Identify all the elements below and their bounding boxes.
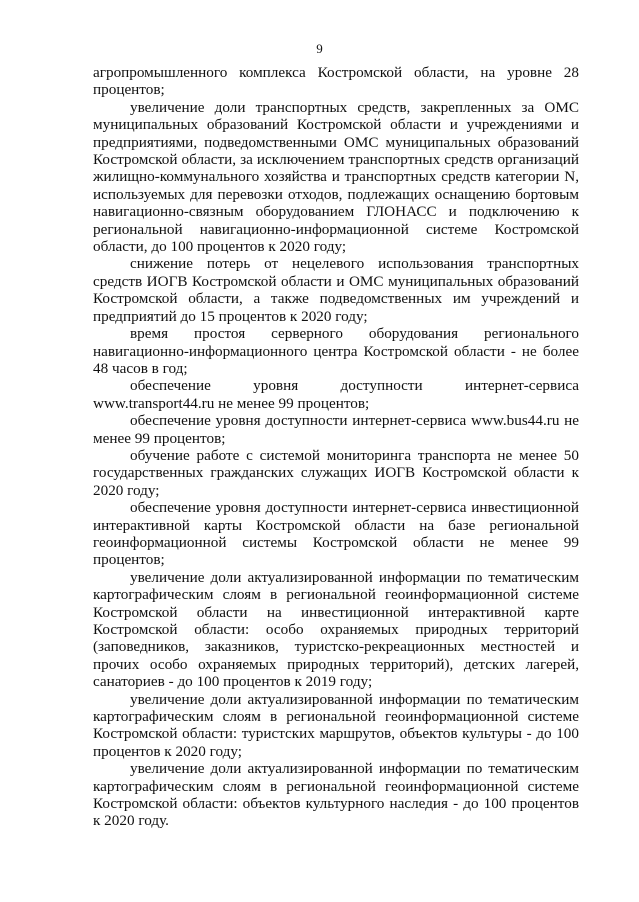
paragraph-continuation: агропромышленного комплекса Костромской области, на уровне 28 процентов; [93, 64, 579, 99]
paragraph-cultural-heritage: увеличение доли актуализированной информации по тематическим картографическим слоям в региональной геоинформационной системе Костромской области: объектов культурного наследия - до 100 процентов к 2020 году. [93, 760, 579, 830]
paragraph-bus44-availability: обеспечение уровня доступности интернет-сервиса www.bus44.ru не менее 99 процентов; [93, 412, 579, 447]
paragraph-protected-territories: увеличение доли актуализированной информации по тематическим картографическим слоям в региональной геоинформационной системе Костромской области на инвестиционной интерактивной карте Костромской области: особо охраняемых природных территорий (заповедников, заказников, туристско-рекреационных местностей и прочих особо охраняемых природных территорий), детских лагерей, санаториев - до 100 процентов к 2019 году; [93, 568, 579, 691]
paragraph-tourist-routes: увеличение доли актуализированной информации по тематическим картографическим слоям в региональной геоинформационной системе Костромской области: туристских маршрутов, объектов культуры - до 100 процентов к 2020 году; [93, 690, 579, 760]
paragraph-vehicles-glonass: увеличение доли транспортных средств, закрепленных за ОМС муниципальных образований Костромской области и учреждениями и предприятиями, подведомственными ОМС муниципальных образований Костромской области, за исключением транспортных средств организаций жилищно-коммунального хозяйства и транспортных средств категории N, используемых для перевозки отходов, подлежащих оснащению бортовым навигационно-связным оборудованием ГЛОНАСС и подключению к региональной навигационно-информационной системе Костромской области, до 100 процентов к 2020 году; [93, 98, 579, 256]
paragraph-misuse-losses: снижение потерь от нецелевого использования транспортных средств ИОГВ Костромской области и ОМС муниципальных образований Костромской области, а также подведомственных им учреждений и предприятий до 15 процентов к 2020 году; [93, 255, 579, 325]
page-number: 9 [316, 41, 323, 56]
paragraph-transport44-availability: обеспечение уровня доступности интернет-сервиса www.transport44.ru не менее 99 процентов; [93, 377, 579, 412]
paragraph-investment-map: обеспечение уровня доступности интернет-сервиса инвестиционной интерактивной карты Костромской области на базе региональной геоинформационной системы Костромской области не менее 99 процентов; [93, 499, 579, 569]
document-body [93, 64, 579, 830]
paragraph-server-downtime: время простоя серверного оборудования регионального навигационно-информационного центра Костромской области - не более 48 часов в год; [93, 325, 579, 377]
paragraph-staff-training: обучение работе с системой мониторинга транспорта не менее 50 государственных гражданских служащих ИОГВ Костромской области к 2020 году; [93, 446, 579, 499]
